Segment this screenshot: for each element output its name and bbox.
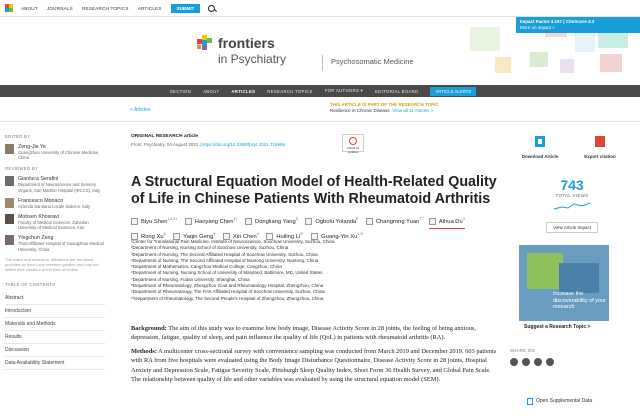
author[interactable] [185, 214, 238, 228]
author-avatar-icon [366, 218, 373, 225]
export-citation-button[interactable] [570, 134, 630, 159]
divider [0, 121, 640, 122]
toc-item[interactable]: Results [5, 331, 105, 344]
person-name: Gianluca Serafini [18, 176, 59, 183]
check-updates-badge[interactable] [342, 134, 364, 152]
toc-heading: TABLE OF CONTENTS [5, 281, 56, 287]
share-on-label: SHARE ON [510, 348, 535, 353]
brand-name: frontiers [218, 35, 275, 51]
ad-header [519, 233, 609, 245]
editor-card[interactable] [5, 144, 105, 160]
avatar [5, 144, 14, 154]
author-sup: 5 [295, 217, 298, 221]
article-type: ORIGINAL RESEARCH article [131, 134, 199, 139]
section-name[interactable]: Psychosomatic Medicine [331, 57, 414, 66]
person-affiliation: Faculty of Medical Sciences, Zahedan University of Medical Sciences, Iran [18, 220, 89, 231]
author-sup: 2* [300, 231, 304, 236]
author-name: Aihua Du [438, 218, 463, 225]
abstract-text: The aim of this study was to examine how body image, Disease Activity Score in 28 joints, the feeling of being anxious, depression, fatigue, quality of sleep, and pain influence the quality of life (QoL) in patients with rheumatoid arthritis (RA). [131, 325, 477, 342]
download-label: Download Article [521, 154, 559, 159]
advertisement-banner[interactable] [519, 233, 609, 321]
research-topic-box [330, 102, 439, 114]
author-name: Xin Chen [232, 233, 257, 240]
affiliation-note: The editor and reviewers' affiliations are the latest provided on their Loop research profiles and may not reflect their situation at the time of review. [5, 256, 99, 272]
author-sup: 6 [356, 217, 359, 221]
abstract-label: Background: [131, 325, 167, 332]
toc-item[interactable]: Discussion [5, 344, 105, 357]
reviewer-card[interactable] [5, 214, 105, 230]
nav-section[interactable]: SECTION [169, 88, 192, 94]
reviewed-by-heading: REVIEWED BY [5, 166, 39, 172]
impact-factor-banner[interactable] [516, 17, 640, 33]
impact-factor-text: Impact Factor 4.157 | CiteScore 3.3 [520, 19, 595, 24]
person-name: Mohsen Khosravi [18, 214, 59, 221]
edited-by-heading: EDITED BY [5, 134, 31, 139]
author-sup: 8 [163, 231, 166, 236]
avatar [5, 214, 14, 224]
linkedin-icon[interactable] [534, 358, 542, 366]
author[interactable] [131, 214, 177, 228]
author-name: Yaqin Geng [183, 233, 214, 240]
reviewer-card[interactable] [5, 176, 105, 192]
check-updates-label: Check for updates [346, 146, 360, 154]
affiliation-list [131, 239, 500, 302]
nav-research-topics-journal[interactable]: RESEARCH TOPICS [267, 88, 313, 94]
avatar [5, 176, 14, 186]
article-title: A Structural Equation Model of Health-Related Quality of Life in Chinese Patients With Rheumatoid Arthritis [131, 174, 497, 207]
views-number: 743 [560, 177, 584, 193]
view-article-impact-button[interactable]: View Article Impact [546, 222, 598, 233]
author-avatar-icon [429, 218, 436, 225]
avatar [5, 198, 14, 208]
affiliation: ¹⁰Department of Rheumatology, The Second People's Hospital of Zhengzhou, Zhengzhou, China [131, 295, 324, 301]
abstract-background [131, 324, 500, 343]
impact-more-link[interactable]: More on impact > [520, 25, 555, 30]
author-sup: 7 [419, 217, 422, 221]
abstract [131, 324, 500, 388]
author-name: Biyu Shen [141, 218, 168, 225]
suggest-topic-link[interactable]: Suggest a Research Topic > [524, 324, 591, 330]
search-icon[interactable] [208, 5, 215, 12]
ad-image [559, 263, 599, 293]
view-all-articles-link[interactable]: View all 11 Articles > [392, 108, 434, 113]
avatar [5, 235, 14, 245]
author-name: Haoyang Chen [194, 218, 234, 225]
person-name: Francesco Monaco [18, 197, 64, 204]
author[interactable] [245, 214, 298, 228]
article-citation: Front. Psychiatry, 04 August 2021 | https://doi.org/10.3389/fpsyt.2021.716996 [131, 142, 285, 147]
toc-item[interactable]: Introduction [5, 305, 105, 318]
twitter-icon[interactable] [522, 358, 530, 366]
research-topic-label: THIS ARTICLE IS PART OF THE RESEARCH TOPIC [330, 102, 439, 107]
check-updates-icon [349, 137, 357, 145]
table-of-contents [5, 292, 105, 370]
author-sup: 1,3* [357, 231, 364, 236]
author-sup: 1,2,3† [167, 217, 178, 221]
toc-item[interactable]: Materials and Methods [5, 318, 105, 331]
right-sidebar [510, 134, 634, 234]
author-sup: 4† [233, 217, 238, 221]
export-icon [595, 136, 605, 147]
frontiers-logo-icon[interactable] [5, 4, 13, 12]
views-sparkline-icon [552, 201, 592, 211]
affiliation: ⁵Department of Mathematics, Cangzhou Medical College, Cangzhou, China [131, 264, 282, 270]
download-article-button[interactable] [510, 134, 570, 159]
views-box [510, 177, 634, 234]
open-supplemental-data-link[interactable]: Open Supplemental Data [536, 398, 593, 404]
author-sup: 3 [462, 217, 465, 221]
doi-link[interactable]: https://doi.org/10.3389/fpsyt.2021.716996 [201, 142, 285, 147]
author-name: Huiling Li [276, 233, 301, 240]
author-name: Dongliang Yang [255, 218, 296, 225]
author-name: Changrong Yuan [375, 218, 420, 225]
author-avatar-icon [305, 218, 312, 225]
affiliation: ²Department of Nursing, Nursing School of Soochow University, Suzhou, China [131, 245, 289, 251]
journal-navbar [0, 85, 640, 97]
nav-about-journal[interactable]: ABOUT [203, 88, 220, 94]
person-affiliation: Azienda Sanitaria Locale Salerno, Italy [18, 203, 90, 209]
journal-name[interactable]: in Psychiatry [218, 52, 287, 66]
author-sup: 4 [256, 231, 259, 236]
affiliation: ⁸Department of Rheumatology, Zhengzhou Gout and Rheumatology Hospital, Zhengzhou, China [131, 283, 324, 289]
author-name: Guang-Yin Xu [321, 233, 358, 240]
article-alerts-button[interactable]: ARTICLE ALERTS [430, 87, 476, 96]
author[interactable] [366, 214, 421, 228]
nav-articles-active[interactable]: ARTICLES [231, 88, 256, 94]
mail-icon[interactable] [546, 358, 554, 366]
author-name: Rong Xu [141, 233, 164, 240]
export-label: Export citation [584, 154, 616, 159]
affiliation: ⁷Department of Nursing, Fudan University, Shanghai, China [131, 276, 250, 282]
journal-date: Front. Psychiatry, 04 August 2021 [131, 142, 199, 147]
ad-text: Increase the discoverability of your research [553, 291, 606, 310]
reviewer-card[interactable] [5, 235, 105, 251]
affiliation: ⁹Department of Rheumatology, The First Affiliated Hospital of Soochow University, Suzhou, China [131, 289, 325, 295]
toc-item[interactable]: Abstract [5, 292, 105, 305]
abstract-label: Methods: [131, 347, 157, 355]
ad-image [527, 253, 563, 289]
person-affiliation: Department of Neuroscience and Sensory Organs, San Martino Hospital (IRCCS), Italy [18, 182, 100, 193]
author-avatar-icon [245, 218, 252, 225]
views-label: TOTAL VIEWS [555, 193, 589, 198]
person-affiliation: Third Affiliated Hospital of Guangzhou Medical University, China [18, 241, 104, 252]
abstract-text: A multicenter cross-sectional survey with convenience sampling was conducted from March 2019 and December 2019. 603 patients with RA from five hospitals were evaluated using the Body Image Disturbance Questionnaire, Disease Activity Score in 28 joints, Hospital Anxiety and Depression Scale, Fatigue Severity Scale, Pittsburgh Sleep Quality Index, Short Form 36 Health Survey, and Global Pain Scale. The relationship between quality of life and other variables was evaluated by using the structural equation model (SEM). [131, 347, 497, 384]
person-affiliation: Guangzhou University of Chinese Medicine, China [18, 150, 100, 161]
abstract-methods [131, 347, 500, 385]
facebook-icon[interactable] [510, 358, 518, 366]
social-share-icons [510, 358, 554, 366]
person-name: Zeng-Jie Ye [18, 144, 46, 150]
author-avatar-icon [185, 218, 192, 225]
supplementary-icon [527, 398, 533, 405]
nav-about[interactable]: ABOUT [21, 5, 38, 11]
nav-research-topics[interactable]: RESEARCH TOPICS [81, 5, 129, 11]
breadcrumb-articles[interactable]: < Articles [130, 107, 151, 113]
nav-articles[interactable]: ARTICLES [137, 5, 162, 11]
toc-item[interactable]: Data Availability Statement [5, 357, 105, 370]
research-topic-name[interactable]: Resilience in Chronic Disease [330, 108, 390, 113]
left-sidebar [5, 134, 105, 370]
journal-logo-icon [197, 35, 215, 53]
affiliation: ⁶Department of Nursing, Nursing School of University of Maryland, Baltimore, MD, United States [131, 270, 323, 276]
nav-for-authors[interactable]: FOR AUTHORS ▾ [324, 88, 364, 93]
affiliation: ⁴Department of Nursing, The Second Affiliated Hospital of Nantong University, Nantong, China [131, 257, 319, 263]
author-avatar-icon [131, 218, 138, 225]
author-sup: 9 [213, 231, 216, 236]
author[interactable] [429, 214, 465, 229]
pdf-icon [535, 136, 545, 147]
reviewer-card[interactable] [5, 198, 105, 209]
person-name: Yingchun Zeng [18, 235, 54, 242]
top-bar [0, 0, 640, 17]
author-name: Ogbolu Yolanda [315, 218, 357, 225]
affiliation: ³Department of Nursing, The Second Affiliated Hospital of Soochow University, Suzhou, China [131, 251, 318, 257]
nav-journals[interactable]: JOURNALS [46, 5, 73, 11]
affiliation: ¹Center for Translational Pain Medicine, Institute of Neuroscience, Soochow University, Suzhou, China [131, 239, 335, 244]
author[interactable] [305, 214, 358, 228]
header-divider [322, 55, 323, 71]
submit-button[interactable]: SUBMIT [171, 4, 201, 13]
nav-editorial-board[interactable]: EDITORIAL BOARD [375, 88, 419, 94]
